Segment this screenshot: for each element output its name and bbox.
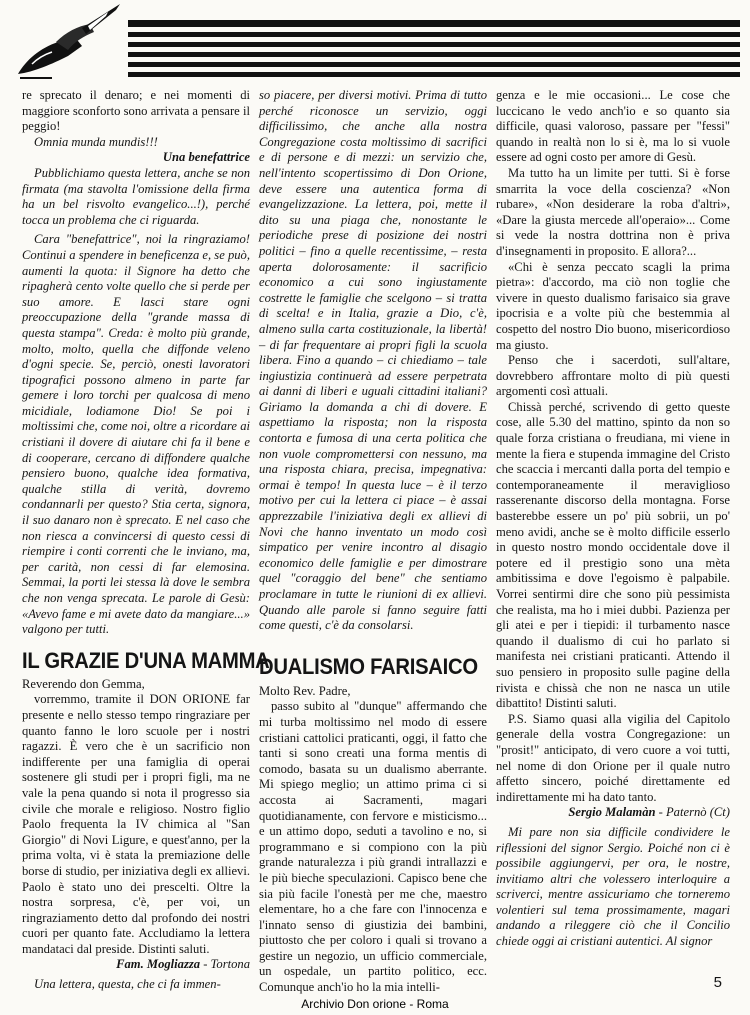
paragraph: Omnia munda mundis!!! bbox=[34, 134, 158, 149]
hand-writing-quill-icon bbox=[12, 2, 124, 82]
paragraph: Penso che i sacerdoti, sull'altare, dovrebbero affrontare molto di più questi argomenti così attuali. bbox=[496, 353, 730, 399]
paragraph: passo subito al "dunque" affermando che mi turba moltissimo nel modo di essere cristiani cattolici praticanti, oggi, il fatto che tanti si sono creati una forma mentis di comodo, basata su un dualismo aberrante. Mi spiego meglio; un attimo prima ci si accosta ai Sacramenti, magari quotidianamente, con fervore e misticismo... e un attimo dopo, seduti a tavolino e no, si programmano e si compiono con la più grande naturalezza i più grandi intrallazzi e le più bieche speculazioni. Capisco bene che sia più facile l'onestà per me che, maestro elementare, ho a che fare con l'innocenza e l'innato senso di giustizia dei bambini, piuttosto che per coloro i quali si trovano a gestire un negozio, un ufficio commerciale, un ospedale, un partito politico, ecc. Comunque anch'io ho la mia intelli- bbox=[259, 699, 487, 995]
signature-name: Sergio Malamàn bbox=[568, 805, 656, 820]
section-heading: IL GRAZIE D'UNA MAMMA bbox=[22, 647, 270, 673]
signature-name: Fam. Mogliazza bbox=[116, 957, 201, 972]
signature: Una benefattrice bbox=[162, 150, 250, 165]
signature bbox=[22, 957, 250, 973]
paragraph: Una lettera, questa, che ci fa immen- bbox=[34, 977, 221, 992]
column-2 bbox=[259, 88, 487, 996]
signature-place: - Paternò (Ct) bbox=[655, 805, 730, 820]
header-stripes bbox=[128, 20, 740, 82]
paragraph: Chissà perché, scrivendo di getto queste cose, alle 5.30 del mattino, spinto da non so quale forza cristiana o freudiana, mi viene in mente la fiera e stupenda immagine del Cristo che scaccia i mercanti dalla porta del tempio e contemporaneamente il meraviglioso rasserenante discorso della montagna. Forse basterebbe essere un po' più sobrii, un po' meno avidi, anche se è molto difficile esserlo in questo nostro mondo occidentale dove il potere ed il prestigio sono una mèta ambitissima e dove l'egoismo è palpabile. Vorrei sentirmi dire che sono più pessimista che realista, ma ho i miei dubbi. Pazienza per gli atei e per i tiepidi: il turbamento nasce quando il dualismo di cui ho parlato si manifesta nei cristiani praticanti. Attendo il suo pensiero in proposito sulle pagine della rivista e chissà che non ne nasca un utile dibattito! Distinti saluti. bbox=[496, 399, 730, 711]
paragraph: Cara "benefattrice", noi la ringraziamo! Continui a spendere in beneficenza e, se può, aumenti la quota: il Signore ha detto che ripagherà cento volte quello che si perde per suo amore. E lasci stare ogni preoccupazione della "grande massa di questa stampa". Creda: è molto più grande, molto, molto, quella che diffonde veleno d'ogni specie. Se, perciò, onesti lavoratori tipografici possono almeno in parte far gemere i loro torchi per qualcosa di meno micidiale, lodiamone Dio! Se poi i moltissimi che, come noi, oltre a ricordare ai cristiani il dovere di aiutare chi fa il bene e di cooperare, cercano di diffondere qualche pensiero buono, qualche idea formativa, qualche stilla di verità, dovremo condannarli per questo? Stia certa, signora, il suo danaro non è sprecato. E nel caso che non riesca a convincersi di questo cessi di riempire i conti correnti che le inviano, ma, per carità, non cessi di far elemosina. Semmai, la porti lei stessa là dove le sembra che non venga sprecata. Le parole di Gesù: «Avevo fame e mi avete dato da mangiare...» valgono per tutti. bbox=[22, 232, 250, 637]
paragraph: re sprecato il denaro; e nei momenti di maggiore sconforto sono arrivata a pensare il peggio! bbox=[22, 88, 250, 134]
signature-place: - Tortona bbox=[200, 957, 250, 972]
column-1 bbox=[22, 88, 270, 993]
paragraph: so piacere, per diversi motivi. Prima di tutto perché riconosce un servizio, oggi difficilissimo, che anche alla nostra Congregazione costa moltissimo di sacrifici e di persone e di mezzi: un servizio che, nell'intento scopertissimo di Don Orione, deve essere una autentica forma di evangelizzazione. La lettera, poi, mette il dito su una piaga che, nonostante le periodiche prese di posizione dei nostri politici – fino a quelle recentissime, – resta aperta dolorosamente: il sacrificio economico a cui sono ingiustamente costrette le famiglie che scelgono – si tratta di scelta! e in Italia, grazie a Dio, c'è, almeno sulla carta costituzionale, la libertà! – di far frequentare ai propri figli la scuola libera. Fino a quando – ci chiediamo – tale ingiustizia continuerà ad essere perpetrata ai danni di liberi e uguali cittadini italiani? Giriamo la domanda a chi di dovere. E aspettiamo la risposta; non la risposta contorta e fumosa di una certa politica che non vuole compromettersi con nessuno, ma una risposta chiara, precisa, impegnativa: ormai è tempo! In questa luce – è il terzo motivo per cui la lettera ci piace – è assai apprezzabile l'iniziativa degli ex allievi di Novi che hanno inventato un modo così simpatico per venire incontro al disagio economico delle famiglie e per dimostrare quel "coraggio del bene" che sentiamo proclamare in tutte le riunioni di ex allievi. Quando alle parole si fanno seguire fatti come questi, c'è da consolarsi. bbox=[259, 88, 487, 633]
signature bbox=[496, 805, 730, 821]
page-header bbox=[0, 0, 750, 92]
archive-footer: Archivio Don orione - Roma bbox=[301, 997, 449, 1011]
salutation: Reverendo don Gemma, bbox=[22, 676, 145, 691]
paragraph: P.S. Siamo quasi alla vigilia del Capitolo generale della vostra Congregazione: un "prosit!" anticipato, di vero cuore a voi tutti, nel nome di don Orione per il quale nutro affetto sincero, poiché direttamente ed indirettamente mi ha dato tanto. bbox=[496, 711, 730, 804]
paragraph: Pubblichiamo questa lettera, anche se non firmata (ma stavolta l'omissione della firma ha un bel risvolto evangelico...!), perché tocca un problema che ci riguarda. bbox=[22, 165, 250, 227]
paragraph: «Chi è senza peccato scagli la prima pietra»: d'accordo, ma ciò non toglie che vivere in questo dualismo farisaico sia grave ipocrisia e a volte più che bestemmia al cospetto del nostro Dio buono, misericordioso ma giusto. bbox=[496, 259, 730, 352]
salutation: Molto Rev. Padre, bbox=[259, 683, 351, 698]
paragraph: Ma tutto ha un limite per tutti. Si è forse smarrita la voce della coscienza? «Non rubare», «Non desiderare la roba d'altri», «Dare la giusta mercede all'operaio»... Come si vede la nostra dottrina non è priva d'insegnamenti in proposito. E allora?... bbox=[496, 165, 730, 258]
paragraph: genza e le mie occasioni... Le cose che luccicano le vedo anch'io e so quanto sia difficile, quasi valoroso, passare per "fessi" quando in realtà non lo si è, ma lo si vuole essere ad ogni costo per amore di Gesù. bbox=[496, 88, 730, 165]
section-heading: DUALISMO FARISAICO bbox=[259, 653, 478, 679]
page-number: 5 bbox=[713, 974, 722, 991]
paragraph: Mi pare non sia difficile condividere le riflessioni del signor Sergio. Poiché non ci è possibile aggiungervi, per ora, le nostre, invitiamo altri che volessero interloquire a scriverci, mentre assicuriamo che torneremo volentieri sul tema prossimamente, magari andando a rileggere ciò che il Concilio chiede oggi ai cristiani autentici. Al signor bbox=[496, 824, 730, 949]
paragraph: vorremmo, tramite il DON ORIONE far presente e nello stesso tempo ringraziare per quanto fanno le loro scuole per i nostri ragazzi. È vero che è un sacrificio non indifferente per una famiglia di operai sostenere gli studi per i propri figli, ma ne vale la pena quando si nota il progresso sia civile che morale e religioso. Nostro figlio Paolo frequenta la IV chimica al "San Giorgio" di Novi Ligure, e quest'anno, per la prima volta, vi è stata la premiazione delle borse di studio, per iniziativa degli ex allievi. Paolo è stato uno dei prescelti. Oltre la nostra sorpresa, c'è, per voi, un ringraziamento detto dal profondo dei nostri cuori per quanto fate. Accludiamo la lettera mandataci dal preside. Distinti saluti. bbox=[22, 692, 250, 956]
column-3 bbox=[496, 88, 730, 950]
